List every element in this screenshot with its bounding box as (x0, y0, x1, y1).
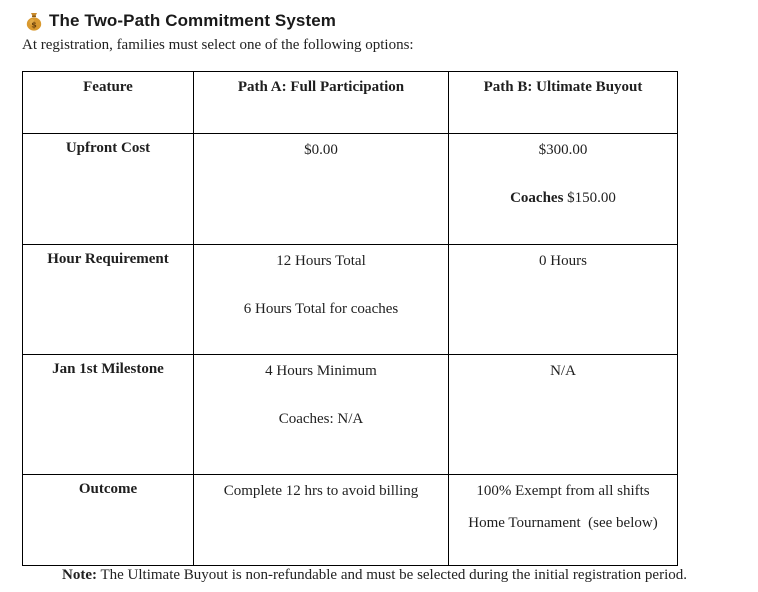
note-text: The Ultimate Buyout is non-refundable and must be selected during the initial registration period. (100, 567, 687, 583)
cell-text: 4 Hours Minimum (265, 363, 377, 379)
cell-text: N/A (550, 363, 576, 379)
money-bag-icon (25, 11, 43, 31)
cell-text: $0.00 (304, 142, 338, 158)
feature-cell: Jan 1st Milestone (23, 355, 194, 475)
table-row (23, 245, 678, 355)
cell-text: $300.00 (538, 142, 588, 158)
cell-text: 0 Hours (539, 253, 587, 269)
svg-text:$: $ (31, 20, 37, 30)
path-b-cell (449, 475, 678, 566)
path-a-cell (194, 475, 449, 566)
feature-cell: Upfront Cost (23, 134, 194, 245)
footnote (62, 567, 687, 584)
cell-text: Home Tournament (see below) (468, 515, 658, 531)
path-b-cell (449, 245, 678, 355)
column-header-path-a: Path A: Full Participation (194, 72, 449, 134)
path-b-cell (449, 355, 678, 475)
path-a-cell (194, 134, 449, 245)
feature-cell: Hour Requirement (23, 245, 194, 355)
coaches-price (455, 188, 671, 208)
cell-text: 12 Hours Total (276, 253, 366, 269)
coaches-label: Coaches (510, 190, 564, 206)
feature-cell: Outcome (23, 475, 194, 566)
table-row (23, 134, 678, 245)
page-title: The Two-Path Commitment System (49, 11, 336, 30)
cell-text: Complete 12 hrs to avoid billing (223, 483, 419, 499)
intro-text: At registration, families must select one of the following options: (22, 37, 414, 53)
table-row (23, 475, 678, 566)
note-label: Note: (62, 567, 97, 583)
column-header-feature: Feature (23, 72, 194, 134)
column-header-path-b: Path B: Ultimate Buyout (449, 72, 678, 134)
table-header-row (23, 72, 678, 134)
cell-text: Coaches: N/A (278, 411, 364, 427)
table-row (23, 355, 678, 475)
path-a-cell (194, 245, 449, 355)
path-b-cell (449, 134, 678, 245)
commitment-table (22, 71, 678, 566)
coaches-value: $150.00 (567, 190, 616, 206)
cell-text: 6 Hours Total for coaches (243, 301, 399, 317)
cell-text: 100% Exempt from all shifts (476, 483, 650, 499)
path-a-cell (194, 355, 449, 475)
section-heading (25, 9, 336, 33)
